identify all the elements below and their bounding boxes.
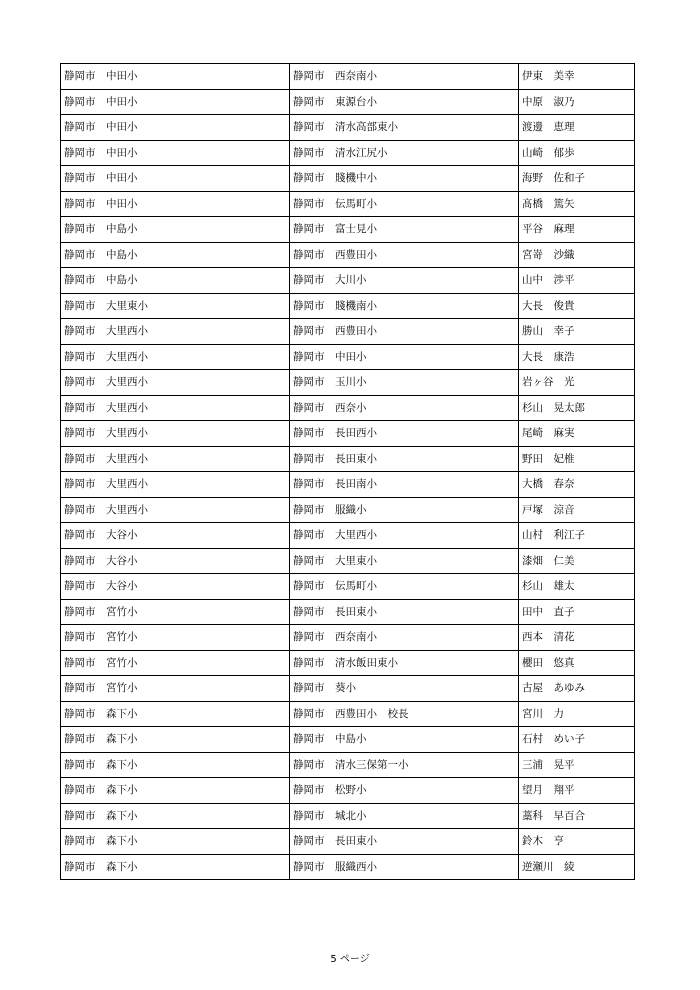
person-name-cell: 山崎 郁歩 — [519, 140, 635, 166]
from-school-cell: 静岡市 中島小 — [61, 242, 290, 268]
to-school-cell: 静岡市 長田南小 — [290, 472, 519, 498]
table-row — [61, 242, 635, 268]
table-row — [61, 625, 635, 651]
to-school-cell: 静岡市 賤機中小 — [290, 166, 519, 192]
person-name-cell: 中原 淑乃 — [519, 89, 635, 115]
to-school-cell: 静岡市 葵小 — [290, 676, 519, 702]
table-row — [61, 319, 635, 345]
table-row — [61, 829, 635, 855]
from-school-cell: 静岡市 大里西小 — [61, 344, 290, 370]
to-school-cell: 静岡市 長田東小 — [290, 829, 519, 855]
table-row — [61, 140, 635, 166]
table-row — [61, 523, 635, 549]
table-row — [61, 701, 635, 727]
person-name-cell: 三浦 晃平 — [519, 752, 635, 778]
to-school-cell: 静岡市 西豊田小 校長 — [290, 701, 519, 727]
table-row — [61, 268, 635, 294]
table-row — [61, 599, 635, 625]
to-school-cell: 静岡市 清水三保第一小 — [290, 752, 519, 778]
to-school-cell: 静岡市 西奈小 — [290, 395, 519, 421]
table-row — [61, 64, 635, 90]
from-school-cell: 静岡市 大谷小 — [61, 574, 290, 600]
to-school-cell: 静岡市 服織小 — [290, 497, 519, 523]
person-name-cell: 岩ヶ谷 光 — [519, 370, 635, 396]
from-school-cell: 静岡市 大里西小 — [61, 395, 290, 421]
table-row — [61, 854, 635, 880]
to-school-cell: 静岡市 玉川小 — [290, 370, 519, 396]
person-name-cell: 渡邊 恵理 — [519, 115, 635, 141]
to-school-cell: 静岡市 城北小 — [290, 803, 519, 829]
from-school-cell: 静岡市 宮竹小 — [61, 676, 290, 702]
from-school-cell: 静岡市 大里西小 — [61, 319, 290, 345]
person-name-cell: 勝山 幸子 — [519, 319, 635, 345]
to-school-cell: 静岡市 大里東小 — [290, 548, 519, 574]
person-name-cell: 伊東 美幸 — [519, 64, 635, 90]
person-name-cell: 宮嵜 沙織 — [519, 242, 635, 268]
to-school-cell: 静岡市 中島小 — [290, 727, 519, 753]
person-name-cell: 尾崎 麻実 — [519, 421, 635, 447]
to-school-cell: 静岡市 長田東小 — [290, 446, 519, 472]
person-name-cell: 大長 俊貴 — [519, 293, 635, 319]
to-school-cell: 静岡市 長田東小 — [290, 599, 519, 625]
from-school-cell: 静岡市 中田小 — [61, 166, 290, 192]
person-name-cell: 田中 直子 — [519, 599, 635, 625]
to-school-cell: 静岡市 長田西小 — [290, 421, 519, 447]
to-school-cell: 静岡市 西奈南小 — [290, 64, 519, 90]
person-name-cell: 逆瀬川 綾 — [519, 854, 635, 880]
table-row — [61, 676, 635, 702]
transfer-table — [60, 63, 635, 880]
person-name-cell: 櫻田 悠真 — [519, 650, 635, 676]
table-row — [61, 293, 635, 319]
to-school-cell: 静岡市 大里西小 — [290, 523, 519, 549]
table-row — [61, 370, 635, 396]
table-row — [61, 650, 635, 676]
to-school-cell: 静岡市 東源台小 — [290, 89, 519, 115]
person-name-cell: 髙橋 篤矢 — [519, 191, 635, 217]
from-school-cell: 静岡市 森下小 — [61, 829, 290, 855]
from-school-cell: 静岡市 森下小 — [61, 727, 290, 753]
from-school-cell: 静岡市 森下小 — [61, 752, 290, 778]
to-school-cell: 静岡市 清水高部東小 — [290, 115, 519, 141]
from-school-cell: 静岡市 中田小 — [61, 140, 290, 166]
person-name-cell: 平谷 麻理 — [519, 217, 635, 243]
person-name-cell: 海野 佐和子 — [519, 166, 635, 192]
table-row — [61, 395, 635, 421]
from-school-cell: 静岡市 中田小 — [61, 115, 290, 141]
table-body — [61, 64, 635, 880]
to-school-cell: 静岡市 中田小 — [290, 344, 519, 370]
table-row — [61, 217, 635, 243]
from-school-cell: 静岡市 中田小 — [61, 89, 290, 115]
table-row — [61, 421, 635, 447]
person-name-cell: 山中 渉平 — [519, 268, 635, 294]
table-row — [61, 115, 635, 141]
table-row — [61, 344, 635, 370]
from-school-cell: 静岡市 森下小 — [61, 803, 290, 829]
from-school-cell: 静岡市 大里西小 — [61, 497, 290, 523]
from-school-cell: 静岡市 宮竹小 — [61, 599, 290, 625]
person-name-cell: 望月 翔平 — [519, 778, 635, 804]
person-name-cell: 大長 康浩 — [519, 344, 635, 370]
table-row — [61, 472, 635, 498]
from-school-cell: 静岡市 大里西小 — [61, 472, 290, 498]
person-name-cell: 宮川 力 — [519, 701, 635, 727]
to-school-cell: 静岡市 大川小 — [290, 268, 519, 294]
person-name-cell: 杉山 雄太 — [519, 574, 635, 600]
from-school-cell: 静岡市 中田小 — [61, 191, 290, 217]
from-school-cell: 静岡市 森下小 — [61, 778, 290, 804]
page-number: 5 ページ — [330, 954, 370, 965]
table-row — [61, 89, 635, 115]
person-name-cell: 山村 利江子 — [519, 523, 635, 549]
from-school-cell: 静岡市 宮竹小 — [61, 650, 290, 676]
from-school-cell: 静岡市 森下小 — [61, 701, 290, 727]
person-name-cell: 古屋 あゆみ — [519, 676, 635, 702]
to-school-cell: 静岡市 西豊田小 — [290, 319, 519, 345]
person-name-cell: 鈴木 亨 — [519, 829, 635, 855]
table-row — [61, 803, 635, 829]
from-school-cell: 静岡市 大里東小 — [61, 293, 290, 319]
person-name-cell: 藁科 早百合 — [519, 803, 635, 829]
person-name-cell: 野田 妃椎 — [519, 446, 635, 472]
from-school-cell: 静岡市 大谷小 — [61, 548, 290, 574]
from-school-cell: 静岡市 大里西小 — [61, 421, 290, 447]
to-school-cell: 静岡市 松野小 — [290, 778, 519, 804]
person-name-cell: 漆畑 仁美 — [519, 548, 635, 574]
from-school-cell: 静岡市 大谷小 — [61, 523, 290, 549]
to-school-cell: 静岡市 伝馬町小 — [290, 191, 519, 217]
person-name-cell: 西本 清花 — [519, 625, 635, 651]
to-school-cell: 静岡市 賤機南小 — [290, 293, 519, 319]
from-school-cell: 静岡市 大里西小 — [61, 446, 290, 472]
from-school-cell: 静岡市 大里西小 — [61, 370, 290, 396]
person-name-cell: 石村 めい子 — [519, 727, 635, 753]
table-row — [61, 497, 635, 523]
from-school-cell: 静岡市 中田小 — [61, 64, 290, 90]
to-school-cell: 静岡市 西豊田小 — [290, 242, 519, 268]
to-school-cell: 静岡市 富士見小 — [290, 217, 519, 243]
to-school-cell: 静岡市 伝馬町小 — [290, 574, 519, 600]
table-row — [61, 166, 635, 192]
person-name-cell: 杉山 晃太郎 — [519, 395, 635, 421]
person-name-cell: 大橋 春奈 — [519, 472, 635, 498]
person-name-cell: 戸塚 涼音 — [519, 497, 635, 523]
to-school-cell: 静岡市 西奈南小 — [290, 625, 519, 651]
from-school-cell: 静岡市 中島小 — [61, 268, 290, 294]
from-school-cell: 静岡市 宮竹小 — [61, 625, 290, 651]
table-row — [61, 574, 635, 600]
table-row — [61, 752, 635, 778]
from-school-cell: 静岡市 森下小 — [61, 854, 290, 880]
to-school-cell: 静岡市 清水飯田東小 — [290, 650, 519, 676]
table-row — [61, 446, 635, 472]
table-row — [61, 778, 635, 804]
table-row — [61, 548, 635, 574]
table-row — [61, 191, 635, 217]
to-school-cell: 静岡市 清水江尻小 — [290, 140, 519, 166]
from-school-cell: 静岡市 中島小 — [61, 217, 290, 243]
table-row — [61, 727, 635, 753]
to-school-cell: 静岡市 服織西小 — [290, 854, 519, 880]
